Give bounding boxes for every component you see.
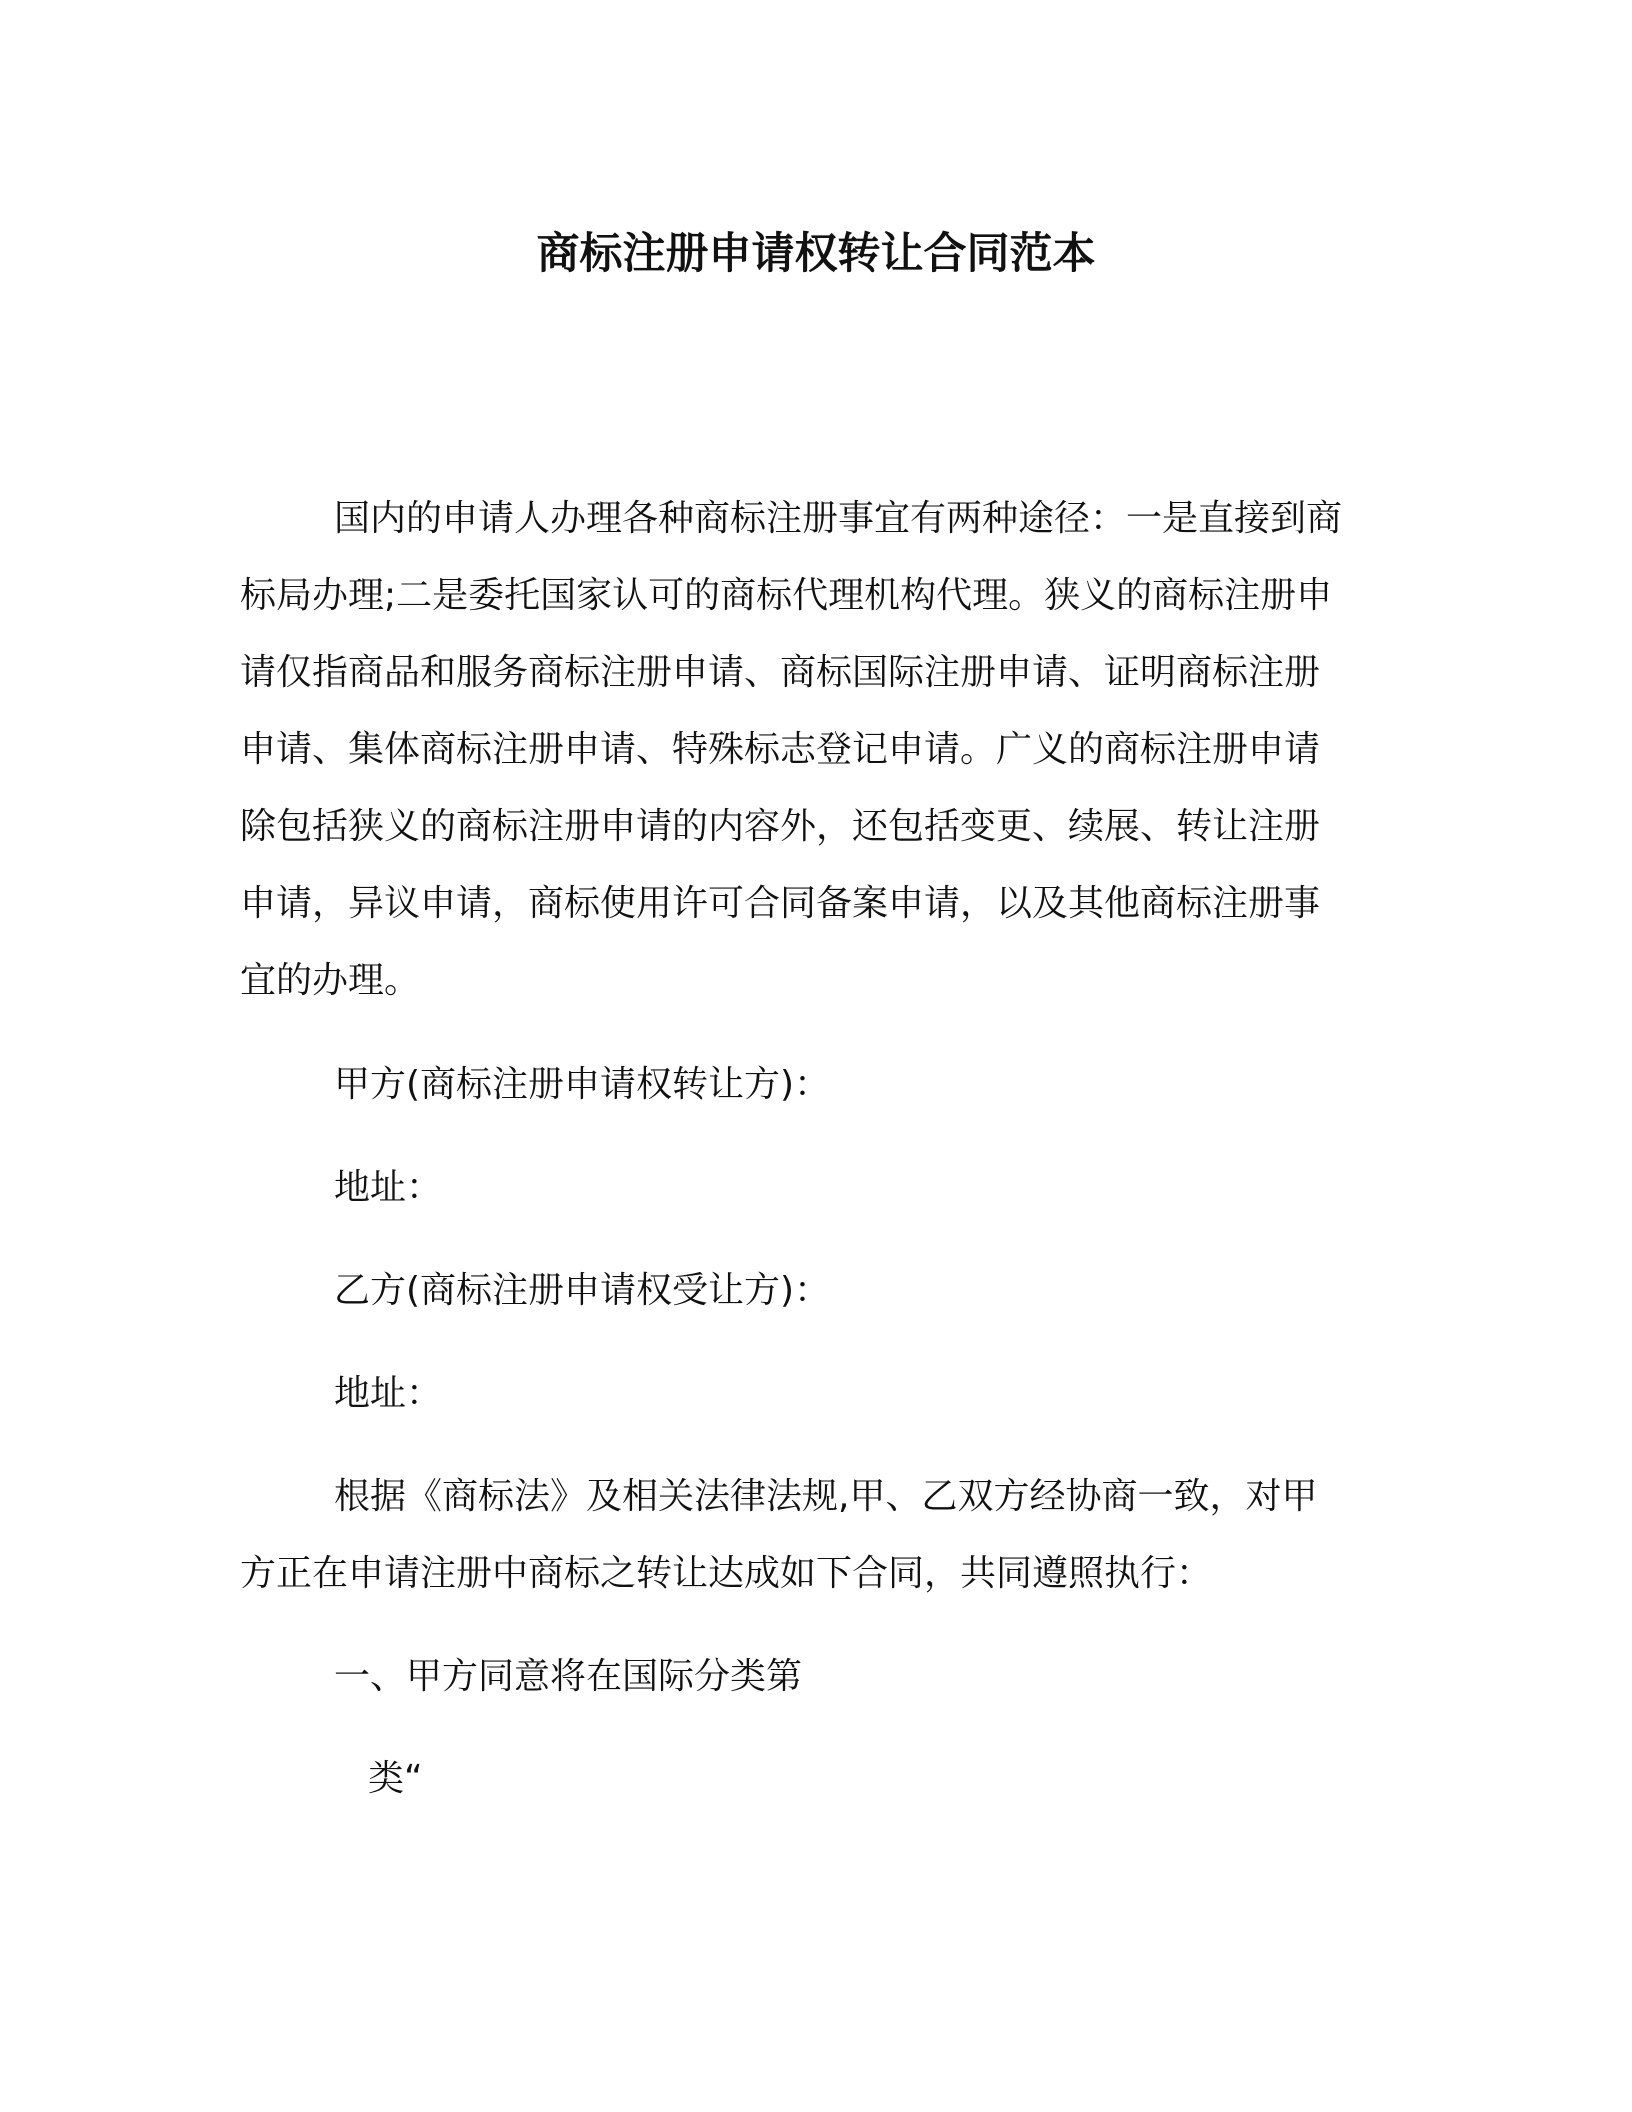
- preamble-line: 方正在申请注册中商标之转让达成如下合同，共同遵照执行：: [240, 1553, 1213, 1594]
- intro-line: 国内的申请人办理各种商标注册事宜有两种途径：一是直接到商: [334, 498, 1343, 539]
- intro-line: 申请、集体商标注册申请、特殊标志登记申请。广义的商标注册申请: [240, 729, 1321, 770]
- party-b-address-text: 地址：: [334, 1373, 443, 1414]
- clause-1: [240, 1638, 1372, 1715]
- clause-1-line-2: 类“: [368, 1758, 423, 1799]
- party-b-label-text: 乙方(商标注册申请权受让方)：: [334, 1270, 831, 1311]
- clause-1-line-1: 一、甲方同意将在国际分类第: [334, 1656, 803, 1697]
- document-title: 商标注册申请权转让合同范本: [536, 229, 1096, 279]
- party-a-label: [240, 1046, 1372, 1123]
- intro-line: 标局办理;二是委托国家认可的商标代理机构代理。狭义的商标注册申: [240, 575, 1333, 616]
- party-a-label-text: 甲方(商标注册申请权转让方)：: [334, 1064, 831, 1105]
- preamble-line: 根据《商标法》及相关法律法规,甲、乙双方经协商一致，对甲: [334, 1476, 1318, 1517]
- party-a-address-text: 地址：: [334, 1167, 443, 1208]
- intro-line: 宜的办理。: [240, 960, 421, 1001]
- party-a-address: [240, 1149, 1372, 1226]
- intro-line: 除包括狭义的商标注册申请的内容外，还包括变更、续展、转让注册: [240, 806, 1321, 847]
- intro-line: 申请，异议申请，商标使用许可合同备案申请，以及其他商标注册事: [240, 883, 1321, 924]
- intro-paragraph: [240, 480, 1372, 1019]
- intro-line: 请仅指商品和服务商标注册申请、商标国际注册申请、证明商标注册: [240, 652, 1321, 693]
- party-b-address: [240, 1355, 1372, 1432]
- party-b-label: [240, 1252, 1372, 1329]
- clause-1-continued: [240, 1740, 1372, 1817]
- preamble-paragraph: [240, 1458, 1372, 1612]
